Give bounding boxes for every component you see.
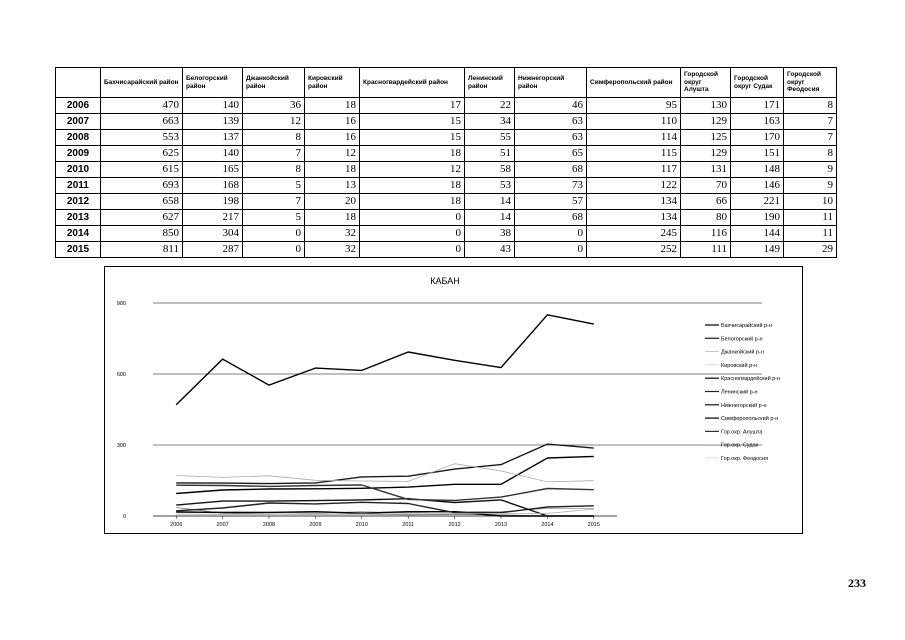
x-tick-label: 2015 (587, 522, 600, 528)
row-year: 2011 (56, 178, 101, 194)
table-cell: 14 (465, 210, 515, 226)
table-cell: 18 (305, 162, 360, 178)
table-cell: 7 (243, 146, 305, 162)
table-cell: 32 (305, 226, 360, 242)
row-year: 2008 (56, 130, 101, 146)
table-cell: 115 (587, 146, 681, 162)
series-line (176, 315, 594, 405)
table-row (56, 210, 837, 226)
legend-label: Ленинский р-н (721, 389, 758, 396)
table-cell: 221 (731, 194, 784, 210)
row-year: 2010 (56, 162, 101, 178)
table-cell: 615 (101, 162, 183, 178)
table-cell: 165 (183, 162, 243, 178)
table-cell: 171 (731, 98, 784, 114)
table-cell: 245 (587, 226, 681, 242)
table-cell: 70 (681, 178, 731, 194)
x-tick-label: 2012 (448, 522, 461, 528)
table-cell: 170 (731, 130, 784, 146)
legend-label: Нижнегорский р-н (721, 402, 767, 409)
table-cell: 11 (784, 226, 837, 242)
x-tick-label: 2008 (262, 522, 276, 528)
table-cell: 0 (243, 226, 305, 242)
table-cell: 68 (515, 162, 587, 178)
table-cell: 129 (681, 146, 731, 162)
table-row (56, 226, 837, 242)
chart-container (104, 266, 803, 534)
legend-label: Белогорский р-н (721, 336, 763, 343)
table-cell: 73 (515, 178, 587, 194)
table-cell: 18 (360, 194, 465, 210)
table-cell: 14 (465, 194, 515, 210)
legend-label: Бахчисарайский р-н (721, 323, 772, 329)
table-cell: 117 (587, 162, 681, 178)
table-row (56, 242, 837, 258)
table-cell: 12 (243, 114, 305, 130)
table-cell: 46 (515, 98, 587, 114)
table-cell: 16 (305, 114, 360, 130)
table-cell: 129 (681, 114, 731, 130)
table-cell: 110 (587, 114, 681, 130)
table-cell: 198 (183, 194, 243, 210)
table-cell: 58 (465, 162, 515, 178)
table-cell: 0 (360, 210, 465, 226)
table-row (56, 162, 837, 178)
row-year: 2009 (56, 146, 101, 162)
column-header: Нижнегорский район (515, 68, 587, 98)
column-header: Городской округ Феодосия (784, 68, 837, 98)
table-cell: 149 (731, 242, 784, 258)
table-cell: 15 (360, 114, 465, 130)
x-tick-label: 2009 (309, 522, 322, 528)
table-cell: 8 (784, 146, 837, 162)
table-cell: 8 (784, 98, 837, 114)
table-cell: 130 (681, 98, 731, 114)
table-cell: 8 (243, 130, 305, 146)
table-cell: 140 (183, 98, 243, 114)
table-cell: 0 (360, 226, 465, 242)
table-cell: 15 (360, 130, 465, 146)
row-year: 2014 (56, 226, 101, 242)
table-cell: 0 (515, 226, 587, 242)
table-cell: 63 (515, 130, 587, 146)
table-body (56, 98, 837, 258)
table-cell: 163 (731, 114, 784, 130)
table-cell: 57 (515, 194, 587, 210)
table-cell: 287 (183, 242, 243, 258)
y-tick-label: 600 (116, 372, 126, 378)
table-cell: 122 (587, 178, 681, 194)
table-cell: 168 (183, 178, 243, 194)
table-cell: 10 (784, 194, 837, 210)
table-row (56, 146, 837, 162)
table-cell: 18 (360, 178, 465, 194)
data-table (55, 67, 837, 258)
table-cell: 12 (305, 146, 360, 162)
table-cell: 34 (465, 114, 515, 130)
x-tick-label: 2007 (216, 522, 229, 528)
table-row (56, 98, 837, 114)
y-tick-label: 0 (122, 514, 126, 520)
table-cell: 114 (587, 130, 681, 146)
y-tick-label: 300 (116, 443, 126, 449)
table-row (56, 194, 837, 210)
column-header: Бахчисарайский район (101, 68, 183, 98)
x-tick-label: 2006 (170, 522, 183, 528)
legend-label: Кировский р-н (721, 362, 758, 369)
table-cell: 304 (183, 226, 243, 242)
column-header: Городской округ Алушта (681, 68, 731, 98)
legend-label: Красногвардейский р-н (721, 376, 781, 383)
table-cell: 18 (360, 146, 465, 162)
table-cell: 144 (731, 226, 784, 242)
row-year: 2013 (56, 210, 101, 226)
x-tick-label: 2013 (494, 522, 508, 528)
table-cell: 5 (243, 210, 305, 226)
table-cell: 18 (305, 210, 360, 226)
legend-label: Симферопольский р-н (721, 416, 779, 423)
table-cell: 66 (681, 194, 731, 210)
table-corner-cell (56, 68, 101, 98)
legend-label: Гор.окр. Алушта (721, 429, 763, 436)
table-cell: 8 (243, 162, 305, 178)
table-cell: 627 (101, 210, 183, 226)
column-header: Кировский район (305, 68, 360, 98)
legend-label: Гор.окр. Судак (721, 442, 759, 449)
table-cell: 0 (360, 242, 465, 258)
table-cell: 811 (101, 242, 183, 258)
table-cell: 116 (681, 226, 731, 242)
column-header: Ленинский район (465, 68, 515, 98)
page-number: 233 (848, 576, 866, 590)
table-cell: 134 (587, 210, 681, 226)
table-cell: 53 (465, 178, 515, 194)
row-year: 2015 (56, 242, 101, 258)
table-cell: 7 (784, 114, 837, 130)
column-header: Джанкойский район (243, 68, 305, 98)
table-cell: 693 (101, 178, 183, 194)
table-cell: 151 (731, 146, 784, 162)
table-cell: 9 (784, 178, 837, 194)
chart-title: КАБАН (430, 276, 460, 286)
table-cell: 95 (587, 98, 681, 114)
column-header: Белогорский район (183, 68, 243, 98)
table-cell: 18 (305, 98, 360, 114)
table-cell: 0 (243, 242, 305, 258)
table-cell: 217 (183, 210, 243, 226)
series-line (176, 456, 594, 493)
column-header: Городской округ Судак (731, 68, 784, 98)
table-cell: 553 (101, 130, 183, 146)
table-cell: 32 (305, 242, 360, 258)
column-header: Симферопольский район (587, 68, 681, 98)
table-cell: 22 (465, 98, 515, 114)
table-cell: 13 (305, 178, 360, 194)
table-cell: 12 (360, 162, 465, 178)
table-cell: 55 (465, 130, 515, 146)
table-cell: 5 (243, 178, 305, 194)
table-cell: 470 (101, 98, 183, 114)
table-cell: 139 (183, 114, 243, 130)
legend-label: Гор.окр. Феодосия (721, 456, 769, 462)
table-cell: 9 (784, 162, 837, 178)
x-tick-label: 2014 (541, 522, 554, 528)
table-cell: 43 (465, 242, 515, 258)
table-row (56, 178, 837, 194)
table-cell: 80 (681, 210, 731, 226)
table-cell: 134 (587, 194, 681, 210)
table-cell: 16 (305, 130, 360, 146)
table-cell: 51 (465, 146, 515, 162)
table-cell: 658 (101, 194, 183, 210)
table-cell: 63 (515, 114, 587, 130)
table-cell: 36 (243, 98, 305, 114)
table-cell: 0 (515, 242, 587, 258)
table-cell: 29 (784, 242, 837, 258)
table-cell: 111 (681, 242, 731, 258)
column-header: Красногвардейский район (360, 68, 465, 98)
table-row (56, 114, 837, 130)
table-cell: 17 (360, 98, 465, 114)
series-line (176, 502, 594, 512)
table-cell: 625 (101, 146, 183, 162)
table-cell: 148 (731, 162, 784, 178)
table-cell: 65 (515, 146, 587, 162)
table-cell: 11 (784, 210, 837, 226)
x-tick-label: 2010 (355, 522, 368, 528)
table-cell: 190 (731, 210, 784, 226)
line-chart (105, 267, 802, 533)
table-cell: 125 (681, 130, 731, 146)
table-cell: 20 (305, 194, 360, 210)
y-tick-label: 900 (116, 301, 126, 307)
table-cell: 146 (731, 178, 784, 194)
table-cell: 252 (587, 242, 681, 258)
table-cell: 7 (243, 194, 305, 210)
table-header-row (56, 68, 837, 98)
table-cell: 38 (465, 226, 515, 242)
row-year: 2007 (56, 114, 101, 130)
table-cell: 137 (183, 130, 243, 146)
x-tick-label: 2011 (402, 522, 415, 528)
table-cell: 7 (784, 130, 837, 146)
row-year: 2006 (56, 98, 101, 114)
table-cell: 68 (515, 210, 587, 226)
table-cell: 663 (101, 114, 183, 130)
table-row (56, 130, 837, 146)
table-cell: 131 (681, 162, 731, 178)
table-cell: 140 (183, 146, 243, 162)
table-cell: 850 (101, 226, 183, 242)
legend-label: Джанкойский р-н (721, 349, 764, 356)
row-year: 2012 (56, 194, 101, 210)
